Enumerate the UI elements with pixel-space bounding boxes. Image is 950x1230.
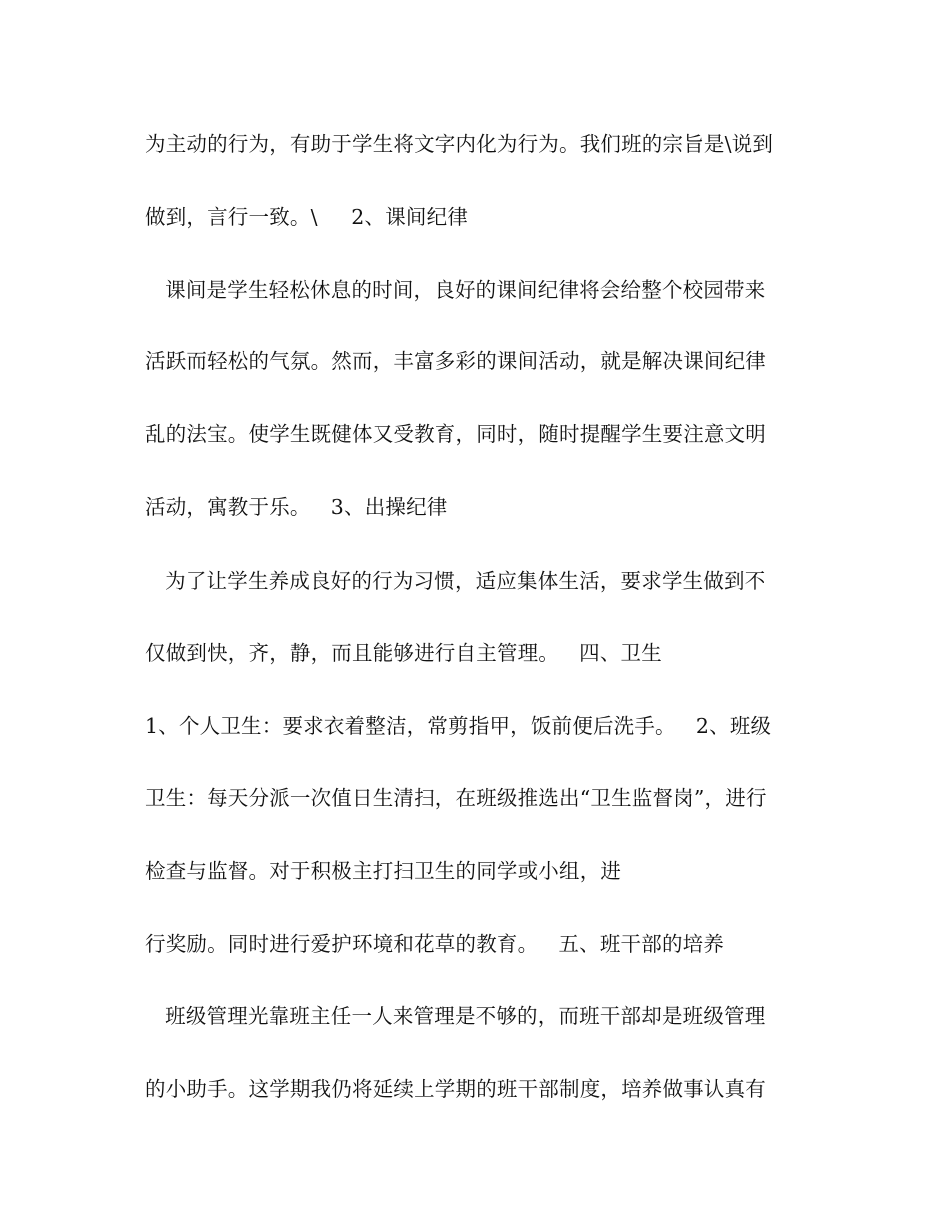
text-line: 卫生：每天分派一次值日生清扫，在班级推选出“卫生监督岗”，进行 — [145, 786, 767, 810]
text-line: 为主动的行为，有助于学生将文字内化为行为。我们班的宗旨是\说到 — [145, 132, 774, 156]
text-line: 活动，寓教于乐。 3、出操纪律 — [145, 495, 448, 519]
text-line: 乱的法宝。使学生既健体又受教育，同时，随时提醒学生要注意文明 — [145, 422, 766, 446]
text-line: 1、个人卫生：要求衣着整洁，常剪指甲，饭前便后洗手。 2、班级 — [145, 714, 772, 738]
text-line: 做到，言行一致。\ 2、课间纪律 — [145, 205, 469, 229]
text-line: 为了让学生养成良好的行为习惯，适应集体生活，要求学生做到不 — [145, 569, 766, 593]
text-line: 班级管理光靠班主任一人来管理是不够的，而班干部却是班级管理 — [145, 1004, 766, 1028]
text-line: 检查与监督。对于积极主打扫卫生的同学或小组，进 — [145, 859, 622, 883]
text-line: 的小助手。这学期我仍将延续上学期的班干部制度，培养做事认真有 — [145, 1077, 766, 1101]
text-line: 仅做到快，齐，静，而且能够进行自主管理。 四、卫生 — [145, 641, 662, 665]
text-line: 课间是学生轻松休息的时间，良好的课间纪律将会给整个校园带来 — [145, 278, 766, 302]
text-line: 行奖励。同时进行爱护环境和花草的教育。 五、班干部的培养 — [145, 932, 725, 956]
text-line: 活跃而轻松的气氛。然而，丰富多彩的课间活动，就是解决课间纪律 — [145, 349, 766, 373]
